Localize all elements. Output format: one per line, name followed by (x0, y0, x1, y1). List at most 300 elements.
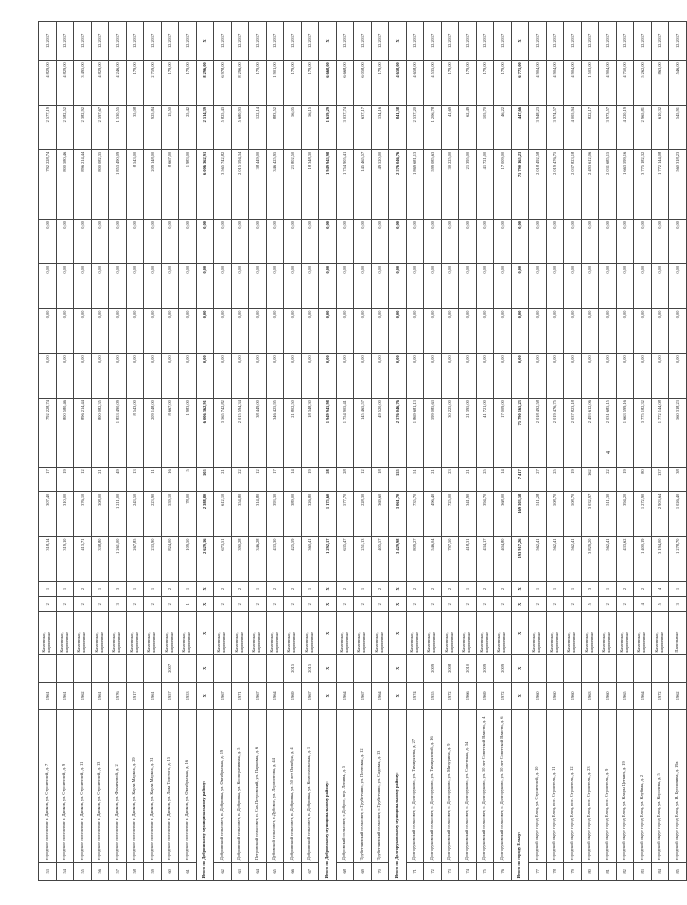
table-cell: 0,00 (249, 309, 267, 354)
table-cell: 12.2017 (109, 22, 127, 61)
table-cell: 0,00 (354, 353, 372, 398)
table-cell: 0,00 (91, 219, 109, 264)
table-cell: 3 037,74 (336, 105, 354, 150)
table-cell: 12.2017 (39, 22, 57, 61)
table-cell: 2 514,39 (196, 105, 214, 150)
table-cell: 0,00 (564, 219, 582, 264)
table-cell: 2 493 612,06 (581, 398, 599, 467)
table-cell: 0,00 (459, 219, 477, 264)
table-cell: 21 802,50 (284, 398, 302, 467)
table-cell: X (196, 682, 214, 709)
total-row (389, 22, 407, 881)
table-cell: Каменные, кирпичные (214, 612, 232, 655)
table-cell: 0,00 (144, 353, 162, 398)
table-cell: 0,00 (634, 264, 652, 309)
table-cell: 35,08 (126, 105, 144, 150)
table-cell: 1962 (74, 682, 92, 709)
table-cell: 0,00 (249, 219, 267, 264)
table-cell: 2 (74, 597, 92, 612)
table-cell: 0,00 (459, 353, 477, 398)
table-cell: 16 (161, 467, 179, 491)
table-cell: 2 019 476,75 (546, 398, 564, 467)
address-cell: Добринский сельсовет, п. Добринка, ул. 50 лет Октября, д. 4 (284, 710, 302, 863)
table-cell: 1 949 945,98 (319, 150, 337, 219)
table-cell: 2 037 823,18 (564, 398, 582, 467)
table-cell: 0,00 (564, 309, 582, 354)
table-cell: 84 (651, 862, 669, 880)
table-cell: 2 031 685,15 (599, 150, 617, 219)
table-cell: 65 (266, 862, 284, 880)
table-cell: 53 (39, 862, 57, 880)
table-cell: 209 148,00 (144, 150, 162, 219)
table-cell: 12.2017 (284, 22, 302, 61)
table-cell: 1967 (301, 682, 319, 709)
table-cell: 55 (74, 862, 92, 880)
table-cell: 0,00 (266, 309, 284, 354)
address-cell: городской округ город Елец, пос. Строитель, д. 12 (564, 710, 582, 863)
table-cell: 809,27 (406, 537, 424, 582)
table-cell: 326,80 (301, 492, 319, 537)
table-cell: 562,41 (564, 537, 582, 582)
table-cell: 508,70 (564, 492, 582, 537)
table-cell: 2 (39, 597, 57, 612)
table-cell (56, 655, 74, 682)
table-cell: 925,84 (144, 105, 162, 150)
table-cell: 447,66 (511, 105, 529, 150)
table-cell: 59 (144, 862, 162, 880)
table-cell: 797,50 (441, 537, 459, 582)
table-cell: 11 (144, 467, 162, 491)
table-row (494, 22, 512, 881)
table-cell: 0,00 (144, 219, 162, 264)
table-cell: 8 667,00 (161, 398, 179, 467)
table-cell: 0,00 (371, 353, 389, 398)
table-cell: 12.2017 (651, 22, 669, 61)
table-cell: Каменные, кирпичные (301, 612, 319, 655)
total-row (196, 22, 214, 881)
table-cell: 2 (91, 597, 109, 612)
table-cell: 12 (74, 467, 92, 491)
table-cell: 546,04 (424, 537, 442, 582)
table-cell: 3 829,20 (581, 537, 599, 582)
address-cell: Долгоруковский сельсовет, с. Долгоруково, ул. Советская, д. 34 (459, 710, 477, 863)
table-cell: Каменные, кирпичные (529, 612, 547, 655)
table-cell: X (196, 581, 214, 596)
table-cell: Каменные, кирпичные (476, 612, 494, 655)
table-cell: Каменные, кирпичные (126, 612, 144, 655)
table-row (441, 22, 459, 881)
table-cell: Каменные, кирпичные (581, 612, 599, 655)
table-cell: 0,00 (669, 264, 687, 309)
table-cell: 0,00 (301, 309, 319, 354)
table-cell: 0,00 (91, 264, 109, 309)
table-cell: 0,00 (634, 353, 652, 398)
address-cell: Трубетчинский сельсовет, с.Трубетчино, ул. Почтовая, д. 12 (354, 710, 372, 863)
table-cell (249, 655, 267, 682)
table-cell: 0,00 (354, 309, 372, 354)
table-cell: 0,00 (74, 219, 92, 264)
table-cell: 5 680,93 (231, 105, 249, 150)
table-cell: 3 565 742,82 (214, 398, 232, 467)
table-cell: 735,70 (406, 492, 424, 537)
table-cell: 546,00 (669, 60, 687, 105)
table-cell: 38 449,00 (249, 398, 267, 467)
table-cell: 390,28 (231, 537, 249, 582)
table-cell: Каменные, кирпичные (179, 612, 197, 655)
table-cell: 508,70 (546, 492, 564, 537)
address-cell: Долгоруковский сельсовет, с. Долгоруково, ул. Тимирязева, д. 27 (406, 710, 424, 863)
table-cell: Каменные, кирпичные (424, 612, 442, 655)
table-cell: X (389, 612, 407, 655)
table-cell: 12.2017 (459, 22, 477, 61)
table-cell: 405,57 (371, 537, 389, 582)
table-cell: 0,00 (651, 353, 669, 398)
table-cell: 2 015 594,34 (231, 398, 249, 467)
table-row (546, 22, 564, 881)
table-cell: 70 (371, 862, 389, 880)
table-cell: 0,00 (109, 309, 127, 354)
table-cell (529, 655, 547, 682)
table-cell: 2010 (459, 655, 477, 682)
table-cell: 267,85 (126, 537, 144, 582)
table-cell: 1960 (529, 682, 547, 709)
table-cell: 2 (441, 597, 459, 612)
table-cell: 12.2017 (441, 22, 459, 61)
table-cell: 0,00 (144, 309, 162, 354)
table-cell: 4 829,00 (91, 60, 109, 105)
table-cell: 1972 (651, 682, 669, 709)
table-cell: 1972 (441, 682, 459, 709)
table-cell: 0,00 (476, 353, 494, 398)
table-row (424, 22, 442, 881)
table-cell: 51 (406, 467, 424, 491)
table-row (56, 22, 74, 881)
table-row (459, 22, 477, 881)
table-cell: 0,00 (564, 264, 582, 309)
table-cell: 0,00 (459, 309, 477, 354)
table-cell: 0,00 (179, 309, 197, 354)
table-cell: 4 904,00 (546, 60, 564, 105)
address-cell: городское поселение г. Данков, ул. Строителей, д. 13 (91, 710, 109, 863)
table-cell: 346,28 (249, 537, 267, 582)
table-cell: 0,00 (389, 264, 407, 309)
table-cell: 3 (109, 581, 127, 596)
table-cell: 12.2017 (144, 22, 162, 61)
table-cell: 4 904,00 (529, 60, 547, 105)
table-cell: 1971 (231, 682, 249, 709)
table-cell: 2 (476, 581, 494, 596)
table-cell: 8 543,00 (126, 398, 144, 467)
table-cell: X (319, 581, 337, 596)
table-cell: 404,80 (494, 537, 512, 582)
table-cell: 2 582,52 (56, 105, 74, 150)
table-cell: 0,00 (126, 219, 144, 264)
table-cell: 2 (406, 597, 424, 612)
table-cell: 1 983,00 (179, 150, 197, 219)
table-cell: 0,00 (651, 219, 669, 264)
table-cell: 12.2017 (616, 22, 634, 61)
table-row (529, 22, 547, 881)
table-cell: 62,49 (459, 105, 477, 150)
table-cell: 3 194,00 (651, 537, 669, 582)
table-cell: 0,00 (231, 309, 249, 354)
table-cell: X (319, 597, 337, 612)
table-cell: 1 278,70 (669, 537, 687, 582)
table-row (179, 22, 197, 881)
table-cell: 800 580,46 (56, 150, 74, 219)
table-cell: 27 (529, 467, 547, 491)
table-cell: 0,00 (39, 219, 57, 264)
table-cell: 3 495,00 (74, 60, 92, 105)
table-cell: 2 (266, 581, 284, 596)
table-cell: 0,00 (476, 219, 494, 264)
table-cell: 0,00 (511, 353, 529, 398)
table-cell: 2 903,64 (651, 492, 669, 537)
table-cell: 4 220,19 (616, 105, 634, 150)
table-cell: 314,80 (249, 492, 267, 537)
table-cell: 0,00 (669, 309, 687, 354)
address-cell: Долгоруковский сельсовет, с. Долгоруково, ул. Тимирязевой, д. 16 (424, 710, 442, 863)
table-cell: 1 (179, 581, 197, 596)
table-cell: 1 869 681,13 (406, 150, 424, 219)
table-cell: 2 (266, 597, 284, 612)
table-cell: 179,00 (249, 60, 267, 105)
table-cell: 179,00 (126, 60, 144, 105)
address-cell: городской округ город Елец, ул. Королева, д. 5 (651, 710, 669, 863)
table-cell: 179,00 (441, 60, 459, 105)
address-cell: городское поселение г. Данков, ул. Фомичевой, д. 2 (109, 710, 127, 863)
table-cell: 122,14 (249, 105, 267, 150)
table-cell: 1 (669, 581, 687, 596)
table-cell: 0,00 (424, 219, 442, 264)
address-cell: Долгоруковский сельсовет, с. Долгоруково, ул. 50 лет Советской Власти, д. 6 (494, 710, 512, 863)
table-cell: 228,30 (354, 492, 372, 537)
table-cell: 0,00 (126, 353, 144, 398)
table-cell: 3 (669, 597, 687, 612)
table-cell: 137 (651, 467, 669, 491)
table-cell: Каменные, кирпичные (599, 612, 617, 655)
table-cell: X (389, 682, 407, 709)
table-cell: 41 721,00 (476, 398, 494, 467)
table-row (301, 22, 319, 881)
table-cell: 0,00 (546, 353, 564, 398)
table-cell (109, 655, 127, 682)
table-cell: 1964 (634, 682, 652, 709)
table-cell: 1960 (599, 682, 617, 709)
table-cell: X (196, 22, 214, 61)
table-cell: 0,00 (494, 219, 512, 264)
table-cell: 0,00 (301, 264, 319, 309)
table-cell: 179,00 (179, 60, 197, 105)
table-cell: 2 (371, 581, 389, 596)
table-cell: 0,00 (599, 264, 617, 309)
table-cell: 1962 (669, 682, 687, 709)
total-label: Итого по Долгоруковскому муниципальному району: (389, 710, 407, 881)
table-cell: 179,00 (161, 60, 179, 105)
table-cell: 0,00 (56, 219, 74, 264)
table-cell: 3 948,23 (529, 105, 547, 150)
table-cell: 2 037 823,18 (564, 150, 582, 219)
table-cell: 85 (669, 862, 687, 880)
table-row (249, 22, 267, 881)
table-cell: 12.2017 (599, 22, 617, 61)
table-cell: 0,00 (441, 353, 459, 398)
table-cell: 5 (581, 597, 599, 612)
address-cell: Петровский сельсовет, п. Сах.Петровский, ул. Парковая, д. 6 (249, 710, 267, 863)
table-cell: 0,00 (599, 353, 617, 398)
table-cell: 145 465,57 (354, 398, 372, 467)
table-cell: 0,00 (179, 353, 197, 398)
table-cell: 6 058,00 (354, 60, 372, 105)
table-cell: 19 (564, 467, 582, 491)
table-cell: 0,00 (319, 219, 337, 264)
table-row (564, 22, 582, 881)
table-cell: 360,41 (301, 537, 319, 582)
table-cell: 12.2017 (476, 22, 494, 61)
address-cell: Добринский сельсовет, п. Добринка, ул. Комсомольская, д. 1 (301, 710, 319, 863)
table-cell: 0,00 (406, 264, 424, 309)
table-cell: 2 019 476,75 (546, 150, 564, 219)
table-cell: 155 (389, 467, 407, 491)
table-cell: 612,10 (214, 492, 232, 537)
table-cell: 2 (214, 597, 232, 612)
table-cell: 6 668,00 (336, 60, 354, 105)
table-cell (144, 655, 162, 682)
table-cell: 2 (284, 597, 302, 612)
table-cell: 6 006 362,91 (196, 150, 214, 219)
address-cell: городское поселение г. Данков, ул. Строителей, д. 7 (39, 710, 57, 863)
table-cell: 75 790 165,23 (511, 398, 529, 467)
table-cell: Каменные, кирпичные (161, 612, 179, 655)
table-cell: 25 (546, 467, 564, 491)
table-cell: 80 (581, 862, 599, 880)
table-cell: X (389, 581, 407, 596)
table-cell: 318,14 (39, 537, 57, 582)
table-cell: 14 (284, 467, 302, 491)
table-cell: 1964 (371, 682, 389, 709)
table-cell: 1961 (56, 682, 74, 709)
table-cell (179, 655, 197, 682)
table-cell: 0,00 (336, 264, 354, 309)
table-cell: 0,00 (126, 264, 144, 309)
table-cell: 78,00 (179, 492, 197, 537)
table-cell: 0,00 (511, 219, 529, 264)
table-cell: Каменные, кирпичные (371, 612, 389, 655)
table-cell: 2 965,81 (634, 105, 652, 150)
table-cell: 376,10 (74, 492, 92, 537)
table-row (336, 22, 354, 881)
table-cell: 5 (651, 597, 669, 612)
table-cell: 0,00 (546, 264, 564, 309)
address-cell: городской округ город Елец, ул. Клубная, д. 2 (634, 710, 652, 863)
table-cell: 0,00 (371, 219, 389, 264)
table-cell: 3 429,98 (389, 537, 407, 582)
table-cell: 1 869 681,13 (406, 398, 424, 467)
table-cell: 562,41 (529, 537, 547, 582)
table-cell: 0,00 (389, 309, 407, 354)
table-cell: 81 (599, 862, 617, 880)
table-cell: 12.2017 (354, 22, 372, 61)
table-cell: 2009 (424, 655, 442, 682)
table-cell: 1957 (161, 682, 179, 709)
table-cell: 12.2017 (249, 22, 267, 61)
table-cell: 389,00 (284, 492, 302, 537)
table-cell: 1 772 144,08 (651, 398, 669, 467)
table-cell: 76 (494, 862, 512, 880)
table-cell: 60 (161, 862, 179, 880)
table-cell: 0,00 (56, 309, 74, 354)
table-cell: 307,40 (39, 492, 57, 537)
table-cell: 0,00 (354, 264, 372, 309)
table-cell: 2 (441, 581, 459, 596)
table-cell: 0,00 (529, 219, 547, 264)
table-cell: 2 (74, 581, 92, 596)
table-cell: 0,00 (634, 219, 652, 264)
table-cell: 0,00 (616, 353, 634, 398)
table-cell: 41 721,00 (476, 150, 494, 219)
table-row (39, 22, 57, 881)
table-cell: 56 (91, 862, 109, 880)
table-cell (91, 655, 109, 682)
table-cell: 2009 (476, 655, 494, 682)
table-row (284, 22, 302, 881)
table-cell: X (511, 22, 529, 61)
table-cell: 73 (441, 862, 459, 880)
table-cell: 792 228,74 (39, 398, 57, 467)
address-cell: Добровский сельсовет, с.Доброе, пер. Ленина, д. 5 (336, 710, 354, 863)
table-cell (546, 655, 564, 682)
table-cell: 0,00 (91, 309, 109, 354)
table-cell: 1 (599, 581, 617, 596)
table-cell: 0,00 (424, 309, 442, 354)
table-cell: 8 296,00 (196, 60, 214, 105)
table-cell: 3 973,57 (599, 105, 617, 150)
table-row (144, 22, 162, 881)
table-cell: 0,00 (284, 264, 302, 309)
table-cell: 1 206,78 (424, 105, 442, 150)
table-row (634, 22, 652, 881)
table-cell: 25 (476, 467, 494, 491)
table-cell: Каменные, кирпичные (144, 612, 162, 655)
table-cell: 413,71 (74, 537, 92, 582)
total-label: Итого по городу Ельцу: (511, 710, 529, 881)
table-cell: 560 318,23 (669, 150, 687, 219)
table-cell: X (319, 682, 337, 709)
address-cell: городское поселение г. Данков, ул. Строителей, д. 9 (56, 710, 74, 863)
table-cell: 3 (581, 581, 599, 596)
table-cell: 1 (301, 581, 319, 596)
table-cell: 0,00 (161, 309, 179, 354)
table-cell (406, 655, 424, 682)
table-cell: 5 (179, 467, 197, 491)
table-cell: 12 (354, 467, 372, 491)
table-cell: 74 (459, 862, 477, 880)
table-cell: 3 775 182,32 (634, 398, 652, 467)
table-cell: 0,00 (581, 219, 599, 264)
table-cell: 4 904,00 (599, 60, 617, 105)
table-cell: 69 (354, 862, 372, 880)
address-cell: Трубетчинский сельсовет, с.Трубетчино, ул. Садовая, д. 13 (371, 710, 389, 863)
table-cell: 0,00 (476, 264, 494, 309)
table-cell: 0,00 (511, 309, 529, 354)
table-cell: 0,00 (669, 353, 687, 398)
table-cell: 0,00 (74, 264, 92, 309)
table-cell: 1960 (564, 682, 582, 709)
table-cell: 2 759,00 (144, 60, 162, 105)
table-cell: 18 348,30 (301, 398, 319, 467)
address-cell: городское поселение г. Данков, ул. Льва Толстого, д. 15 (161, 710, 179, 863)
table-cell: 0,00 (529, 264, 547, 309)
